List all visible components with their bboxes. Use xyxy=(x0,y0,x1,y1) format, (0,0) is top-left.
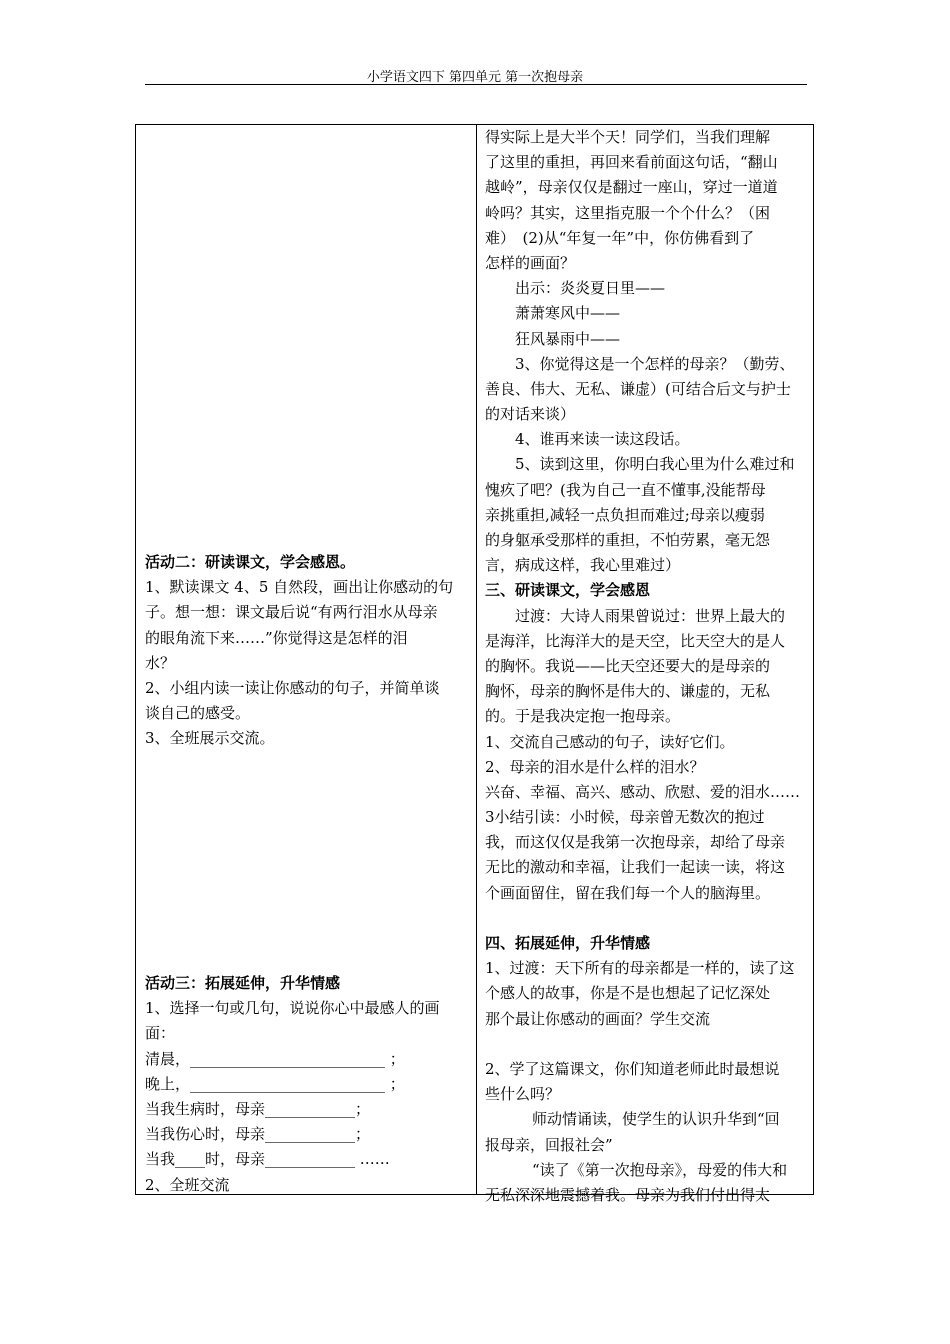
text-line: 的胸怀。我说——比天空还要大的是母亲的 xyxy=(485,656,771,675)
text-line: 的对话来谈） xyxy=(485,405,576,424)
lesson-table xyxy=(135,124,814,1204)
fill-blank-line: 当我伤心时，母亲____________； xyxy=(145,1125,371,1144)
text-line: 个画面留住，留在我们每一个人的脑海里。 xyxy=(485,883,771,902)
text-line: 亲挑重担,减轻一点负担而难过;母亲以瘦弱 xyxy=(485,505,765,524)
text-line: 我，而这仅仅是我第一次抱母亲，却给了母亲 xyxy=(485,833,786,852)
text-line: 言，病成这样，我心里难过） xyxy=(485,556,681,575)
teaching-process-column xyxy=(485,125,811,1208)
activity-two-line: 水？ xyxy=(145,653,176,672)
text-line: 3、你觉得这是一个怎样的母亲？（勤劳、 xyxy=(515,354,795,373)
text-line: 2、学了这篇课文，你们知道老师此时最想说 xyxy=(485,1059,780,1078)
text-line: 1、过渡：天下所有的母亲都是一样的，读了这 xyxy=(485,959,795,978)
text-line: 胸怀，母亲的胸怀是伟大的、谦虚的，无私 xyxy=(485,682,771,701)
text-line: 萧萧寒风中—— xyxy=(515,304,621,323)
activity-two-line: 3、全班展示交流。 xyxy=(145,729,275,748)
activity-three-line: 1、选择一句或几句，说说你心中最感人的画 xyxy=(145,999,440,1018)
blank-line xyxy=(485,906,811,931)
text-line: 岭吗？其实，这里指克服一个个什么？（困 xyxy=(485,203,771,222)
column-divider xyxy=(476,125,477,1194)
text-line: 出示：炎炎夏日里—— xyxy=(515,279,666,298)
activity-two-line: 的眼角流下来……”你觉得这是怎样的泪 xyxy=(145,628,408,647)
text-line: 得实际上是大半个天！同学们，当我们理解 xyxy=(485,128,771,146)
text-line: 难） (2)从“年复一年”中，你仿佛看到了 xyxy=(485,228,755,247)
activity-two-block xyxy=(145,550,473,752)
fill-blank-line: 晚上，__________________________ ； xyxy=(145,1074,405,1093)
text-line: 了这里的重担，再回来看前面这句话，“翻山 xyxy=(485,153,778,172)
text-line: 个感人的故事，你是不是也想起了记忆深处 xyxy=(485,984,771,1003)
text-line: 过渡：大诗人雨果曾说过：世界上最大的 xyxy=(515,606,786,625)
blank-line xyxy=(485,1032,811,1057)
activity-two-title: 活动二：研读课文，学会感恩。 xyxy=(145,553,356,571)
text-line: “读了《第一次抱母亲》，母爱的伟大和 xyxy=(532,1160,788,1179)
text-line: 报母亲，回报社会” xyxy=(485,1135,613,1154)
text-line: 无比的激动和幸福，让我们一起读一读，将这 xyxy=(485,858,786,877)
text-line: 师动情诵读，使学生的认识升华到“回 xyxy=(532,1110,780,1129)
text-line: 1、交流自己感动的句子，读好它们。 xyxy=(485,732,735,751)
header-rule xyxy=(145,84,807,85)
activity-three-line: 2、全班交流 xyxy=(145,1175,230,1194)
fill-blank-line: 清晨，__________________________ ； xyxy=(145,1049,405,1068)
text-line: 2、母亲的泪水是什么样的泪水？ xyxy=(485,757,705,776)
activity-two-line: 子。想一想：课文最后说“有两行泪水从母亲 xyxy=(145,603,438,622)
activity-two-line: 谈自己的感受。 xyxy=(145,704,251,723)
text-line: 4、谁再来读一读这段话。 xyxy=(515,430,690,449)
activity-two-line: 1、默读课文 4、5 自然段，画出让你感动的句 xyxy=(145,578,454,597)
fill-blank-line: 当我____时，母亲____________ …… xyxy=(145,1150,390,1169)
text-line: 善良、伟大、无私、谦虚）(可结合后文与护士 xyxy=(485,379,791,398)
page-header: 小学语文四下 第四单元 第一次抱母亲 xyxy=(366,70,584,85)
text-line: 无私深深地震撼着我。母亲为我们付出得太 xyxy=(485,1185,771,1204)
text-line: 是海洋，比海洋大的是天空，比天空大的是人 xyxy=(485,631,786,650)
text-line: 5、读到这里，你明白我心里为什么难过和 xyxy=(515,455,795,474)
activity-three-line: 面： xyxy=(145,1024,176,1043)
text-line: 越岭”，母亲仅仅是翻过一座山，穿过一道道 xyxy=(485,178,778,197)
section-three-heading: 三、研读课文，学会感恩 xyxy=(485,581,651,600)
text-line: 兴奋、幸福、高兴、感动、欣慰、爱的泪水…… xyxy=(485,782,801,801)
text-line: 的。于是我决定抱一抱母亲。 xyxy=(485,707,681,726)
activity-three-block xyxy=(145,971,473,1198)
text-line: 狂风暴雨中—— xyxy=(515,329,621,348)
section-four-heading: 四、拓展延伸，升华情感 xyxy=(485,934,651,952)
text-line: 那个最让你感动的画面？学生交流 xyxy=(485,1009,711,1028)
text-line: 3小结引读：小时候，母亲曾无数次的抱过 xyxy=(485,808,765,827)
text-line: 愧疚了吧？(我为自己一直不懂事,没能帮母 xyxy=(485,480,766,499)
fill-blank-line: 当我生病时，母亲____________； xyxy=(145,1099,371,1118)
activity-two-line: 2、小组内读一读让你感动的句子，并简单谈 xyxy=(145,678,440,697)
text-line: 些什么吗？ xyxy=(485,1085,561,1104)
text-line: 的身躯承受那样的重担，不怕劳累，毫无怨 xyxy=(485,531,771,549)
activity-three-title: 活动三：拓展延伸，升华情感 xyxy=(145,974,341,992)
text-line: 怎样的画面？ xyxy=(485,253,576,272)
